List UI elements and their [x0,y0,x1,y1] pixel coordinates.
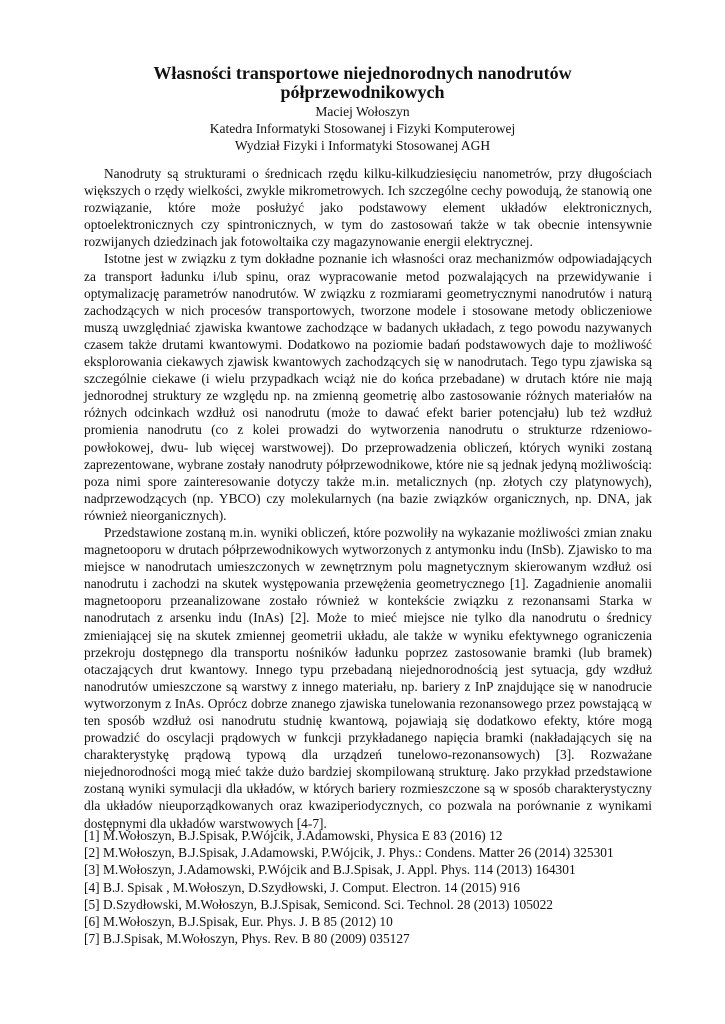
reference-item: [5] D.Szydłowski, M.Wołoszyn, B.J.Spisak, Semicond. Sci. Technol. 28 (2013) 105022 [84,896,553,912]
abstract-body [84,165,652,832]
title-line-2: półprzewodnikowych [280,82,445,102]
document-title [0,64,725,102]
paragraph-2: Istotne jest w związku z tym dokładne poznanie ich własności oraz mechanizmów odpowiadających za transport ładunku i/lub spinu, oraz wypracowanie metod pozwalających na przewidywanie i optymalizację parametrów nanodrutów. W związku z rozmiarami geometrycznymi nanodrutów i naturą zachodzących w nich procesów transportowych, tworzone modele i stosowane metody obliczeniowe muszą uwzględniać zjawiska kwantowe zachodzące w badanych układach, z tego powodu nazywanych czasem także drutami kwantowymi. Dodatkowo na poziomie badań podstawowych daje to możliwość eksplorowania ciekawych zjawisk kwantowych zachodzących się w nanodrutach. Tego typu zjawiska są szczególnie ciekawe (i wielu przypadkach wciąż nie do końca przebadane) w drutach które nie mają jednorodnej struktury ze względu np. na zmienną geometrię albo zastosowanie różnych materiałów na różnych odcinkach wzdłuż osi nanodrutu (może to dawać efekt barier potencjału) lub też wzdłuż promienia nanodrutu (co z kolei prowadzi do wytworzenia nanodrutu o strukturze rdzeniowo-powłokowej, dwu- lub więcej warstwowej). Do przeprowadzenia obliczeń, których wyniki zostaną zaprezentowane, wybrane zostały nanodruty półprzewodnikowe, które nie są jednak jedyną możliwością: poza nimi spore zainteresowanie dotyczy także m.in. metalicznych (np. złotych czy platynowych), nadprzewodzących (np. YBCO) czy molekularnych (na bazie związków organicznych, np. DNA, jak również nieorganicznych). [84,251,652,523]
reference-item: [4] B.J. Spisak , M.Wołoszyn, D.Szydłowski, J. Comput. Electron. 14 (2015) 916 [84,879,520,895]
reference-item: [2] M.Wołoszyn, B.J.Spisak, J.Adamowski, P.Wójcik, J. Phys.: Condens. Matter 26 (2014) 325301 [84,845,614,861]
affiliation-faculty: Wydział Fizyki i Informatyki Stosowanej AGH [234,138,491,153]
reference-item: [7] B.J.Spisak, M.Wołoszyn, Phys. Rev. B 80 (2009) 035127 [84,931,410,947]
title-line-1: Własności transportowe niejednorodnych nanodrutów [153,63,572,83]
reference-item: [6] M.Wołoszyn, B.J.Spisak, Eur. Phys. J. B 85 (2012) 10 [84,914,393,930]
reference-item: [1] M.Wołoszyn, B.J.Spisak, P.Wójcik, J.Adamowski, Physica E 83 (2016) 12 [84,828,503,843]
affiliation-department: Katedra Informatyki Stosowanej i Fizyki Komputerowej [209,121,516,136]
paragraph-3: Przedstawione zostaną m.in. wyniki obliczeń, które pozwoliły na wykazanie możliwości zmian znaku magnetooporu w drutach półprzewodnikowych wytworzonych z antymonku indu (InSb). Zjawisko to ma miejsce w nanodrutach umieszczonych w zewnętrznym polu magnetycznym skierowanym wzdłuż osi nanodrutu i zachodzi na skutek występowania przewężenia geometrycznego [1]. Zagadnienie anomalii magnetooporu przeanalizowane zostało również w kontekście związku z rezonansami Starka w nanodrutach z arsenku indu (InAs) [2]. Może to mieć miejsce nie tylko dla nanodrutu o średnicy zmieniającej się na skutek zmiennej geometrii układu, ale także w wyniku efektywnego ograniczenia przekroju dostępnego dla transportu nośników ładunku poprzez zastosowanie bramki (lub bramek) otaczających drut kwantowy. Innego typu przebadaną niejednorodnością jest sytuacja, gdy wzdłuż nanodrutów umieszczone są warstwy z innego materiału, np. bariery z InP znajdujące się w nanodrucie wytworzonym z InAs. Oprócz dobrze znanego zjawiska tunelowania rezonansowego przez powstającą w ten sposób wzdłuż osi nanodrutu studnię kwantową, pojawiają się dodatkowo efekty, które mogą prowadzić do oscylacji prądowych w funkcji przykładanego napięcia bramki (nakładających się na charakterystykę prądową typową dla urządzeń tunelowo-rezonansowych) [3]. Rozważane niejednorodności mogą mieć także dużo bardziej skompilowaną strukturę. Jako przykład przedstawione zostaną wyniki symulacji dla układów, w których bariery rozmieszczone są w sposób charakterystyczny dla układów nieuporządkowanych oraz kwaziperiodycznych, co pozwala na porównanie z wynikami dostępnymi dla układów warstwowych [4-7]. [84,524,652,831]
reference-list [84,827,684,947]
reference-item: [3] M.Wołoszyn, J.Adamowski, P.Wójcik and B.J.Spisak, J. Appl. Phys. 114 (2013) 164301 [84,862,576,878]
paragraph-1: Nanodruty są strukturami o średnicach rzędu kilku-kilkudziesięciu nanometrów, przy długościach większych o rzędy wielkości, zwykle mikrometrowych. Ich szczególne cechy powodują, że stanowią one rozwiązanie, które może posłużyć jako podstawowy element układów elektronicznych, optoelektronicznych czy spintronicznych, w tym do zastosowań także w tak obecnie intensywnie rozwijanych dziedzinach jak fotowoltaika czy magazynowanie energii elektrycznej. [84,166,652,250]
author-name: Maciej Wołoszyn [315,104,410,119]
